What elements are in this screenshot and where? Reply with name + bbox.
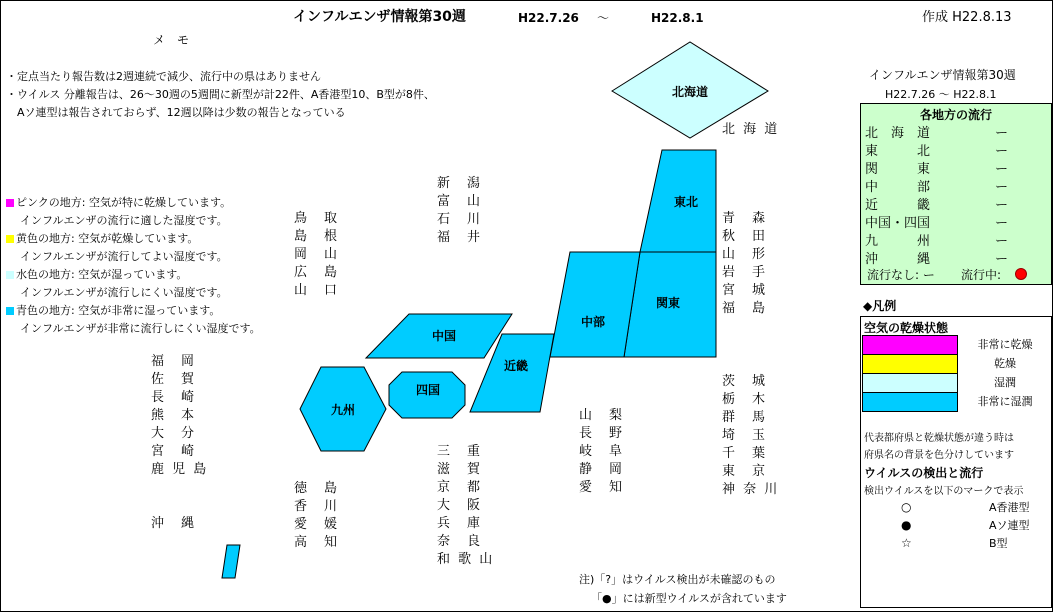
side-dates: H22.7.26 〜 H22.8.1 — [885, 88, 997, 101]
pref-name: 山 形 — [722, 247, 768, 262]
region-label: 東北 — [673, 195, 699, 209]
pref-name: 福 岡 — [151, 354, 197, 369]
humidity-note-lightblue: 水色の地方: 空気が湿っています。 — [6, 268, 187, 282]
date-to: H22.8.1 — [651, 11, 704, 25]
humidity-note-text: インフルエンザが非常に流行しにくい湿度です。 — [20, 322, 261, 335]
pref-name: 高 知 — [294, 535, 340, 550]
pref-name: 石 川 — [437, 212, 483, 227]
pref-name: 静 岡 — [579, 462, 625, 477]
pref-name: 青 森 — [722, 211, 768, 226]
pref-name: 兵 庫 — [437, 516, 483, 531]
swatch-label: 非常に乾燥 — [977, 338, 1033, 351]
status-key-none: 流行なし: ー — [867, 268, 935, 282]
pref-name: 栃 木 — [722, 392, 768, 407]
red-dot-icon — [1015, 268, 1027, 280]
pref-name: 山 梨 — [579, 408, 625, 423]
legend-virus-sub: 検出ウイルスを以下のマークで表示 — [864, 486, 1024, 497]
note-new-virus: 「●」には新型ウイルスが含れています — [591, 592, 787, 605]
region-status-row: 北 海 道 ー — [865, 126, 1009, 141]
pref-list-kinki — [437, 443, 494, 569]
pref-name: 新 潟 — [437, 176, 483, 191]
pref-name: 千 葉 — [722, 446, 768, 461]
pref-name: 香 川 — [294, 499, 340, 514]
pref-name: 三 重 — [437, 444, 483, 459]
legend-heading: ◆凡例 — [863, 299, 897, 313]
pref-list-shikoku — [294, 480, 339, 552]
region-chubu[interactable] — [550, 252, 640, 357]
legend-box — [860, 316, 1052, 608]
pref-list-kanto — [722, 373, 779, 499]
pref-name: 京 都 — [437, 480, 483, 495]
created-date: 作成 H22.8.13 — [922, 10, 1012, 25]
region-status-row: 沖 縄 ー — [865, 252, 1009, 267]
humidity-note-text: インフルエンザが流行しにくい湿度です。 — [20, 286, 228, 299]
pref-name: 長 崎 — [151, 390, 197, 405]
pref-name: 佐 賀 — [151, 372, 197, 387]
pref-name: 愛 知 — [579, 480, 625, 495]
pref-list-chugoku — [294, 210, 339, 300]
pref-name: 群 馬 — [722, 410, 768, 425]
humidity-note-blue: 青色の地方: 空気が非常に湿っています。 — [6, 304, 220, 318]
pref-name: 岐 阜 — [579, 444, 625, 459]
pref-name: 大 分 — [151, 426, 197, 441]
swatch-dry — [862, 354, 958, 374]
pref-name: 福 島 — [722, 301, 768, 316]
humidity-note-text: インフルエンザが流行してよい湿度です。 — [20, 250, 228, 263]
humidity-note-pink: ピンクの地方: 空気が特に乾燥しています。 — [6, 196, 231, 210]
pref-name: 長 野 — [579, 426, 625, 441]
swatch-very-humid — [862, 392, 958, 412]
pref-name: 宮 崎 — [151, 444, 197, 459]
pref-name: 大 阪 — [437, 498, 483, 513]
region-okinawa[interactable] — [222, 545, 240, 578]
swatch-label: 湿潤 — [994, 376, 1016, 389]
region-status-row: 中国・四国 ー — [865, 216, 1009, 231]
memo-line: Aソ連型は報告されておらず、12週以降は少数の報告となっている — [6, 106, 346, 119]
pref-name: 鹿 児 島 — [151, 462, 209, 477]
page-title: インフルエンザ情報第30週 — [293, 9, 466, 25]
pref-list-chubu-north — [437, 175, 482, 247]
swatch-very-dry — [862, 335, 958, 355]
pref-name: 東 京 — [722, 464, 768, 479]
pref-name: 奈 良 — [437, 534, 483, 549]
region-status-row: 九 州 ー — [865, 234, 1009, 249]
side-title: インフルエンザ情報第30週 — [869, 68, 1016, 82]
pref-name: 山 口 — [294, 283, 340, 298]
legend-virus-title: ウイルスの検出と流行 — [864, 466, 984, 480]
pref-name: 和 歌 山 — [437, 552, 495, 567]
legend-humidity-title: 空気の乾燥状態 — [864, 321, 949, 335]
virus-label: A香港型 — [989, 501, 1030, 514]
region-status-row: 近 畿 ー — [865, 198, 1009, 213]
legend-note: 代表都府県と乾燥状態が違う時は — [864, 433, 1014, 444]
note-unconfirmed: 注)「?」はウイルス検出が未確認のもの — [579, 573, 776, 586]
pref-name: 秋 田 — [722, 229, 768, 244]
filled-circle-icon: ● — [901, 518, 912, 532]
region-label: 中部 — [580, 315, 606, 329]
region-status-row: 東 北 ー — [865, 144, 1009, 159]
status-key-active: 流行中: — [961, 268, 1002, 282]
region-status-table — [860, 103, 1052, 285]
pref-okinawa: 沖 縄 — [151, 516, 197, 531]
pref-name: 広 島 — [294, 265, 340, 280]
region-table-heading: 各地方の流行 — [919, 108, 992, 122]
swatch-humid — [862, 373, 958, 393]
date-tilde: 〜 — [597, 11, 610, 25]
region-label: 四国 — [415, 383, 441, 397]
pref-name: 埼 玉 — [722, 428, 768, 443]
humidity-note-yellow: 黄色の地方: 空気が乾燥しています。 — [6, 232, 198, 246]
pref-name: 富 山 — [437, 194, 483, 209]
date-from: H22.7.26 — [518, 11, 579, 25]
pref-name: 鳥 取 — [294, 211, 340, 226]
pref-name: 島 根 — [294, 229, 340, 244]
memo-line: ・定点当たり報告数は2週連続で減少、流行中の県はありません — [6, 70, 321, 83]
pref-name: 福 井 — [437, 230, 483, 245]
star-icon: ☆ — [901, 536, 912, 550]
swatch-label: 非常に湿潤 — [977, 395, 1033, 408]
region-label: 関東 — [655, 296, 681, 310]
status-key — [865, 266, 1045, 284]
virus-label: Aソ連型 — [989, 519, 1030, 532]
pref-hokkaido: 北 海 道 — [722, 122, 780, 137]
memo-heading: メ モ — [153, 33, 190, 47]
region-status-row: 中 部 ー — [865, 180, 1009, 195]
legend-note: 府県名の背景を色分けしています — [864, 450, 1014, 461]
circle-icon: ○ — [901, 500, 912, 514]
pref-name: 愛 媛 — [294, 517, 340, 532]
region-label: 中国 — [431, 329, 457, 343]
pref-name: 神 奈 川 — [722, 482, 780, 497]
pref-name: 茨 城 — [722, 374, 768, 389]
pref-list-kyushu — [151, 353, 208, 479]
humidity-note-text: インフルエンザの流行に適した湿度です。 — [20, 214, 228, 227]
pref-name: 熊 本 — [151, 408, 197, 423]
pref-name: 徳 島 — [294, 481, 340, 496]
pref-name: 岡 山 — [294, 247, 340, 262]
pref-list-chubu-south — [579, 407, 624, 497]
pref-name: 滋 賀 — [437, 462, 483, 477]
pref-list-tohoku — [722, 210, 767, 318]
swatch-label: 乾燥 — [994, 357, 1016, 370]
region-label: 北海道 — [671, 85, 709, 99]
region-status-row: 関 東 ー — [865, 162, 1009, 177]
pref-name: 岩 手 — [722, 265, 768, 280]
region-label: 近畿 — [503, 359, 529, 373]
virus-label: B型 — [989, 537, 1008, 550]
region-label: 九州 — [330, 403, 356, 417]
memo-line: ・ウイルス 分離報告は、26〜30週の5週間に新型が計22件、A香港型10、B型が8件、 — [6, 88, 435, 101]
pref-name: 宮 城 — [722, 283, 768, 298]
